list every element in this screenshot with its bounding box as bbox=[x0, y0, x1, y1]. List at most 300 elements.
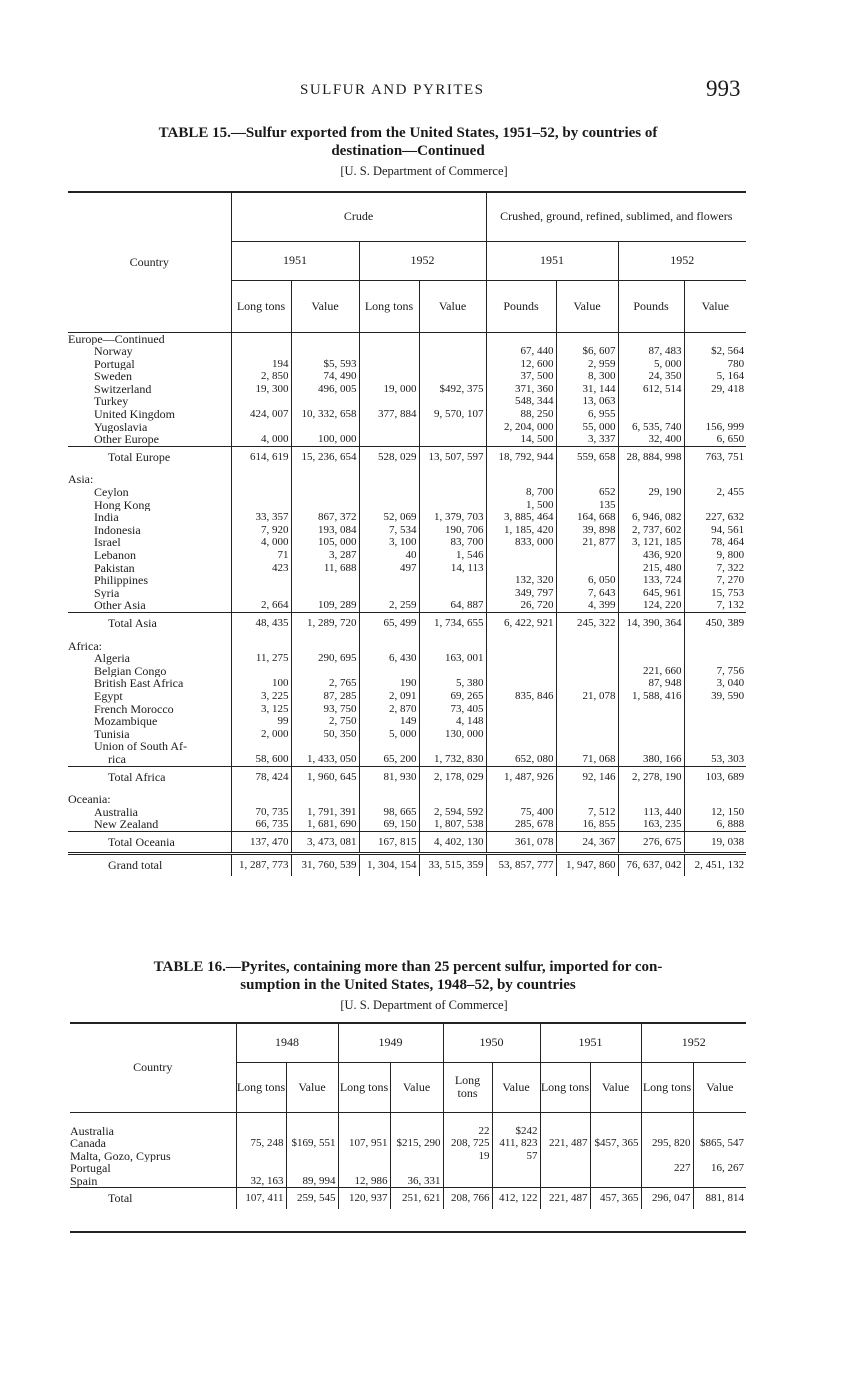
table16-hdr-long-tons: Long tons bbox=[641, 1062, 693, 1112]
table15-country-cell: Norway bbox=[94, 345, 133, 358]
table16-value-cell: 221, 487 bbox=[540, 1188, 590, 1209]
table15-value-cell bbox=[419, 793, 486, 806]
table15-value-cell: 3, 287 bbox=[291, 549, 359, 562]
table15-value-cell bbox=[618, 652, 684, 665]
table15-value-cell: 190, 706 bbox=[419, 524, 486, 537]
table15-value-cell: 19, 300 bbox=[231, 383, 291, 396]
table16-value-cell: $865, 547 bbox=[693, 1137, 746, 1150]
table15-value-cell: 2, 451, 132 bbox=[684, 854, 746, 876]
table15-value-cell: 2, 664 bbox=[231, 599, 291, 612]
table15-country-cell: Egypt bbox=[94, 689, 123, 703]
table15-value-cell bbox=[291, 574, 359, 587]
table15-value-cell: 9, 570, 107 bbox=[419, 408, 486, 421]
table15-value-cell: 3, 100 bbox=[359, 536, 419, 549]
table15-value-cell: 1, 681, 690 bbox=[291, 818, 359, 831]
table15-country-cell: Total Europe bbox=[68, 446, 231, 467]
table15-value-cell: 2, 278, 190 bbox=[618, 766, 684, 787]
table15-value-cell bbox=[291, 345, 359, 358]
table15-value-cell: 285, 678 bbox=[486, 818, 556, 831]
table15-value-cell bbox=[486, 793, 556, 806]
table15-value-cell bbox=[618, 715, 684, 728]
table15 bbox=[68, 193, 746, 876]
table15-value-cell: 6, 650 bbox=[684, 433, 746, 446]
table15-value-cell bbox=[359, 370, 419, 383]
table15-value-cell bbox=[684, 652, 746, 665]
table15-value-cell: 113, 440 bbox=[618, 806, 684, 819]
table15-country-cell: rica bbox=[108, 752, 126, 766]
table15-value-cell bbox=[556, 677, 618, 690]
table15-value-cell bbox=[618, 740, 684, 753]
table16-row bbox=[70, 1162, 746, 1175]
table15-value-cell: 2, 737, 602 bbox=[618, 524, 684, 537]
table16-value-cell bbox=[236, 1125, 286, 1138]
table16-value-cell: 75, 248 bbox=[236, 1137, 286, 1150]
table15-row bbox=[68, 421, 746, 434]
table15-country-cell: British East Africa bbox=[94, 677, 184, 690]
table15-value-cell: 53, 303 bbox=[684, 753, 746, 766]
table15-country-cell: Tunisia bbox=[94, 727, 130, 741]
table15-value-cell bbox=[231, 395, 291, 408]
table15-value-cell: 87, 948 bbox=[618, 677, 684, 690]
table15-value-cell: 130, 000 bbox=[419, 728, 486, 741]
table16-year: 1950 bbox=[443, 1024, 540, 1062]
table16-value-cell bbox=[693, 1150, 746, 1163]
table16-value-cell bbox=[641, 1150, 693, 1163]
table15-row bbox=[68, 703, 746, 716]
table15-row bbox=[68, 753, 746, 766]
table15-value-cell bbox=[291, 640, 359, 653]
table15-value-cell bbox=[231, 486, 291, 499]
table15-value-cell: 105, 000 bbox=[291, 536, 359, 549]
table15-value-cell: 163, 235 bbox=[618, 818, 684, 831]
table15-region-row bbox=[68, 332, 746, 345]
table15-value-cell bbox=[556, 332, 618, 345]
table15-region-row bbox=[68, 473, 746, 486]
table15-value-cell: 7, 132 bbox=[684, 599, 746, 612]
table15-crushed-1952: 1952 bbox=[618, 241, 746, 280]
table16-hdr-long-tons: Long tons bbox=[236, 1062, 286, 1112]
table15-value-cell bbox=[684, 473, 746, 486]
table16-value-cell: 251, 621 bbox=[390, 1188, 443, 1209]
table15-value-cell bbox=[486, 562, 556, 575]
table15-value-cell bbox=[419, 358, 486, 371]
table15-value-cell: 149 bbox=[359, 715, 419, 728]
table15-caption bbox=[68, 124, 748, 160]
table16-value-cell: $457, 365 bbox=[590, 1137, 641, 1150]
table15-country-cell: Oceania: bbox=[68, 793, 111, 806]
table15-value-cell: 29, 190 bbox=[618, 486, 684, 499]
table15-value-cell: 652 bbox=[556, 486, 618, 499]
table16-value-cell bbox=[236, 1150, 286, 1163]
table15-value-cell: 65, 499 bbox=[359, 612, 419, 633]
table16-value-cell bbox=[390, 1150, 443, 1163]
table15-value-cell: $6, 607 bbox=[556, 345, 618, 358]
table15-value-cell: 4, 399 bbox=[556, 599, 618, 612]
table15-value-cell: 12, 150 bbox=[684, 806, 746, 819]
table15-value-cell: 135 bbox=[556, 499, 618, 512]
table15-value-cell: 8, 300 bbox=[556, 370, 618, 383]
table15-value-cell bbox=[684, 332, 746, 345]
table15-value-cell bbox=[231, 421, 291, 434]
table15-value-cell bbox=[419, 486, 486, 499]
table15-value-cell: 19, 000 bbox=[359, 383, 419, 396]
table15-value-cell: 1, 185, 420 bbox=[486, 524, 556, 537]
table15-value-cell: 361, 078 bbox=[486, 831, 556, 854]
table15-region-row bbox=[68, 793, 746, 806]
table16-value-cell: 411, 823 bbox=[492, 1137, 540, 1150]
table15-value-cell bbox=[231, 499, 291, 512]
table16-value-cell bbox=[286, 1125, 338, 1138]
table15-value-cell: 124, 220 bbox=[618, 599, 684, 612]
table15-value-cell: 133, 724 bbox=[618, 574, 684, 587]
table16-value-cell: 881, 814 bbox=[693, 1188, 746, 1209]
table15-value-cell: 69, 265 bbox=[419, 690, 486, 703]
table15-value-cell: 78, 424 bbox=[231, 766, 291, 787]
table16-value-cell bbox=[641, 1175, 693, 1188]
table15-value-cell: 1, 588, 416 bbox=[618, 690, 684, 703]
table15-value-cell: 67, 440 bbox=[486, 345, 556, 358]
table16-value-cell bbox=[693, 1175, 746, 1188]
table16-value-cell bbox=[540, 1175, 590, 1188]
table16-hdr-value: Value bbox=[286, 1062, 338, 1112]
table15-value-cell bbox=[359, 574, 419, 587]
table15-value-cell: 88, 250 bbox=[486, 408, 556, 421]
table15-row bbox=[68, 536, 746, 549]
table15-country-cell: Australia bbox=[94, 805, 138, 819]
table15-country-cell: India bbox=[94, 511, 119, 524]
table15-row bbox=[68, 511, 746, 524]
table15-caption-line2: destination—Continued bbox=[331, 143, 485, 159]
table15-value-cell: 48, 435 bbox=[231, 612, 291, 633]
table15-row bbox=[68, 574, 746, 587]
table16-value-cell bbox=[590, 1150, 641, 1163]
table15-value-cell: 2, 091 bbox=[359, 690, 419, 703]
table15-value-cell bbox=[359, 433, 419, 446]
table16-value-cell: 412, 122 bbox=[492, 1188, 540, 1209]
table16-value-cell bbox=[492, 1175, 540, 1188]
table15-value-cell bbox=[231, 793, 291, 806]
table15-value-cell: 763, 751 bbox=[684, 446, 746, 467]
table15-row bbox=[68, 690, 746, 703]
table15-value-cell bbox=[618, 793, 684, 806]
table15-value-cell: 349, 797 bbox=[486, 587, 556, 600]
table15-value-cell bbox=[618, 728, 684, 741]
table15-row bbox=[68, 740, 746, 753]
table15-source: [U. S. Department of Commerce] bbox=[340, 164, 508, 178]
table16-country-cell: Total bbox=[70, 1188, 236, 1209]
table15-value-cell: 612, 514 bbox=[618, 383, 684, 396]
table15-value-cell bbox=[359, 332, 419, 345]
table15-value-cell bbox=[359, 421, 419, 434]
table16-hdr-value: Value bbox=[390, 1062, 443, 1112]
table16-country-cell: Canada bbox=[70, 1137, 106, 1150]
table15-value-cell: 614, 619 bbox=[231, 446, 291, 467]
table15-value-cell: 2, 765 bbox=[291, 677, 359, 690]
table15-value-cell: 66, 735 bbox=[231, 818, 291, 831]
table15-value-cell: 53, 857, 777 bbox=[486, 854, 556, 876]
table15-value-cell: 14, 113 bbox=[419, 562, 486, 575]
table15-value-cell: 39, 898 bbox=[556, 524, 618, 537]
table15-value-cell bbox=[618, 499, 684, 512]
table15-value-cell: 2, 259 bbox=[359, 599, 419, 612]
table15-value-cell bbox=[486, 332, 556, 345]
table15-value-cell: 8, 700 bbox=[486, 486, 556, 499]
table16-value-cell bbox=[590, 1125, 641, 1138]
table15-value-cell bbox=[359, 640, 419, 653]
table15-value-cell bbox=[556, 640, 618, 653]
table15-row bbox=[68, 486, 746, 499]
table15-value-cell: 7, 643 bbox=[556, 587, 618, 600]
table15-value-cell: 26, 720 bbox=[486, 599, 556, 612]
table15-row bbox=[68, 524, 746, 537]
table15-value-cell: 3, 885, 464 bbox=[486, 511, 556, 524]
table15-row bbox=[68, 395, 746, 408]
table16-year: 1949 bbox=[338, 1024, 443, 1062]
table15-value-cell: 21, 877 bbox=[556, 536, 618, 549]
table15-value-cell bbox=[291, 473, 359, 486]
table15-value-cell: 132, 320 bbox=[486, 574, 556, 587]
table16-value-cell: 208, 725 bbox=[443, 1137, 492, 1150]
table15-row bbox=[68, 587, 746, 600]
table15-row bbox=[68, 433, 746, 446]
table15-value-cell: 867, 372 bbox=[291, 511, 359, 524]
table15-value-cell: 16, 855 bbox=[556, 818, 618, 831]
table15-value-cell: 87, 483 bbox=[618, 345, 684, 358]
table15-value-cell: 167, 815 bbox=[359, 831, 419, 854]
table15-value-cell bbox=[556, 473, 618, 486]
table15-value-cell bbox=[291, 740, 359, 753]
table15-value-cell: 7, 534 bbox=[359, 524, 419, 537]
table16-value-cell bbox=[286, 1162, 338, 1175]
table15-value-cell bbox=[419, 640, 486, 653]
table15-value-cell bbox=[486, 473, 556, 486]
table15-value-cell bbox=[291, 665, 359, 678]
table16-value-cell: 22 bbox=[443, 1125, 492, 1138]
table15-value-cell: 1, 289, 720 bbox=[291, 612, 359, 633]
table16-value-cell: 221, 487 bbox=[540, 1137, 590, 1150]
table15-value-cell: 103, 689 bbox=[684, 766, 746, 787]
table15-country-cell: Turkey bbox=[94, 395, 129, 409]
table15-value-cell: 7, 920 bbox=[231, 524, 291, 537]
table15-value-cell bbox=[556, 665, 618, 678]
table15-value-cell: 3, 473, 081 bbox=[291, 831, 359, 854]
table15-value-cell: 276, 675 bbox=[618, 831, 684, 854]
table15-value-cell: 3, 040 bbox=[684, 677, 746, 690]
table16-value-cell bbox=[338, 1150, 390, 1163]
table15-value-cell bbox=[291, 793, 359, 806]
table15-value-cell: 1, 734, 655 bbox=[419, 612, 486, 633]
table15-value-cell bbox=[419, 499, 486, 512]
table16-value-cell: 120, 937 bbox=[338, 1188, 390, 1209]
table15-country-cell: Philippines bbox=[94, 574, 149, 587]
table16-spacer bbox=[70, 1112, 746, 1125]
table15-value-cell: 1, 500 bbox=[486, 499, 556, 512]
table15-value-cell: 76, 637, 042 bbox=[618, 854, 684, 876]
page-number: 993 bbox=[706, 76, 741, 101]
table15-country-cell: Yugoslavia bbox=[94, 420, 148, 434]
table15-value-cell: 93, 750 bbox=[291, 703, 359, 716]
table16-value-cell: 227 bbox=[641, 1162, 693, 1175]
table15-value-cell: 1, 947, 860 bbox=[556, 854, 618, 876]
table15-value-cell: 21, 078 bbox=[556, 690, 618, 703]
table15-value-cell bbox=[684, 703, 746, 716]
table15-country-cell: New Zealand bbox=[94, 818, 159, 832]
table15-value-cell: 7, 756 bbox=[684, 665, 746, 678]
table15-row bbox=[68, 345, 746, 358]
table15-value-cell: 69, 150 bbox=[359, 818, 419, 831]
table15-value-cell bbox=[684, 395, 746, 408]
table15-value-cell: 6, 050 bbox=[556, 574, 618, 587]
table16-value-cell bbox=[492, 1162, 540, 1175]
table15-value-cell bbox=[556, 562, 618, 575]
table15-value-cell bbox=[556, 740, 618, 753]
table15-value-cell: 5, 000 bbox=[618, 358, 684, 371]
table15-value-cell bbox=[419, 370, 486, 383]
table15-value-cell bbox=[618, 332, 684, 345]
table15-value-cell: 37, 500 bbox=[486, 370, 556, 383]
table15-value-cell: 92, 146 bbox=[556, 766, 618, 787]
table15-value-cell: $492, 375 bbox=[419, 383, 486, 396]
table15-value-cell bbox=[684, 793, 746, 806]
table15-value-cell bbox=[486, 715, 556, 728]
table16-value-cell: 32, 163 bbox=[236, 1175, 286, 1188]
table15-value-cell: 65, 200 bbox=[359, 753, 419, 766]
table15-hdr-long-tons: Long tons bbox=[359, 280, 419, 332]
table15-hdr-pounds: Pounds bbox=[486, 280, 556, 332]
table15-country-cell: Israel bbox=[94, 536, 121, 549]
table15-country-cell: Asia: bbox=[68, 473, 94, 487]
table15-hdr-value: Value bbox=[419, 280, 486, 332]
table15-col-crushed: Crushed, ground, refined, sublimed, and flowers bbox=[486, 193, 746, 241]
table15-value-cell: 3, 225 bbox=[231, 690, 291, 703]
table15-value-cell: 156, 999 bbox=[684, 421, 746, 434]
table15-country-cell: Union of South Af- bbox=[94, 740, 187, 753]
table15-value-cell: 193, 084 bbox=[291, 524, 359, 537]
table16-value-cell bbox=[693, 1125, 746, 1138]
table15-value-cell: 5, 000 bbox=[359, 728, 419, 741]
table15-value-cell bbox=[231, 665, 291, 678]
table15-value-cell bbox=[618, 640, 684, 653]
table15-value-cell bbox=[359, 473, 419, 486]
table15-value-cell bbox=[419, 395, 486, 408]
table15-crushed-1951: 1951 bbox=[486, 241, 618, 280]
table15-value-cell bbox=[684, 408, 746, 421]
table15-value-cell: $5, 593 bbox=[291, 358, 359, 371]
table16-year: 1948 bbox=[236, 1024, 338, 1062]
table15-value-cell: 58, 600 bbox=[231, 753, 291, 766]
table15-value-cell bbox=[231, 345, 291, 358]
table15-value-cell bbox=[231, 332, 291, 345]
table15-value-cell: 100 bbox=[231, 677, 291, 690]
table16-value-cell bbox=[443, 1162, 492, 1175]
table16-total-row bbox=[70, 1188, 746, 1209]
table16-caption-line1: TABLE 16.—Pyrites, containing more than 25 percent sulfur, imported for con- bbox=[153, 959, 663, 975]
table15-country-cell: Total Asia bbox=[68, 612, 231, 633]
table15-country-cell: Mozambique bbox=[94, 715, 158, 728]
table15-value-cell: 29, 418 bbox=[684, 383, 746, 396]
table15-value-cell: 6, 946, 082 bbox=[618, 511, 684, 524]
table15-value-cell: 4, 000 bbox=[231, 536, 291, 549]
table15-row bbox=[68, 818, 746, 831]
table15-row bbox=[68, 383, 746, 396]
table16-value-cell: 259, 545 bbox=[286, 1188, 338, 1209]
table15-value-cell bbox=[419, 587, 486, 600]
table15-value-cell: 19, 038 bbox=[684, 831, 746, 854]
table16-caption bbox=[68, 958, 748, 994]
table15-value-cell: 6, 422, 921 bbox=[486, 612, 556, 633]
table15-value-cell: 1, 433, 050 bbox=[291, 753, 359, 766]
table15-row bbox=[68, 665, 746, 678]
table15-value-cell bbox=[486, 640, 556, 653]
table16 bbox=[70, 1024, 746, 1209]
table16-row bbox=[70, 1150, 746, 1163]
table15-value-cell: 780 bbox=[684, 358, 746, 371]
table15-row bbox=[68, 715, 746, 728]
table16-hdr-long-tons: Long tons bbox=[443, 1062, 492, 1112]
table15-total-row bbox=[68, 446, 746, 467]
table16-value-cell bbox=[540, 1125, 590, 1138]
table16-value-cell: $242 bbox=[492, 1125, 540, 1138]
table15-value-cell: 227, 632 bbox=[684, 511, 746, 524]
table15-value-cell: 33, 357 bbox=[231, 511, 291, 524]
table15-value-cell bbox=[359, 793, 419, 806]
table15-row bbox=[68, 806, 746, 819]
table15-total-row bbox=[68, 831, 746, 854]
table15-value-cell bbox=[486, 703, 556, 716]
table15-country-cell: Africa: bbox=[68, 639, 102, 653]
table15-value-cell bbox=[231, 740, 291, 753]
table15-total-row bbox=[68, 854, 746, 876]
table15-country-cell: Indonesia bbox=[94, 523, 141, 537]
table15-value-cell: 18, 792, 944 bbox=[486, 446, 556, 467]
table16-value-cell: 208, 766 bbox=[443, 1188, 492, 1209]
table15-row bbox=[68, 677, 746, 690]
table16-hdr-value: Value bbox=[492, 1062, 540, 1112]
table15-value-cell: 81, 930 bbox=[359, 766, 419, 787]
table15-value-cell bbox=[231, 587, 291, 600]
table15-value-cell bbox=[684, 740, 746, 753]
table15-value-cell: 645, 961 bbox=[618, 587, 684, 600]
table15-value-cell: 5, 164 bbox=[684, 370, 746, 383]
table16-value-cell bbox=[590, 1175, 641, 1188]
table15-value-cell: 3, 121, 185 bbox=[618, 536, 684, 549]
table15-value-cell: 32, 400 bbox=[618, 433, 684, 446]
table15-country-cell: Other Europe bbox=[94, 433, 159, 447]
table15-value-cell bbox=[359, 395, 419, 408]
table16-row bbox=[70, 1137, 746, 1150]
table15-value-cell bbox=[419, 433, 486, 446]
table15-value-cell: 31, 144 bbox=[556, 383, 618, 396]
table16-hdr-long-tons: Long tons bbox=[540, 1062, 590, 1112]
table15-value-cell bbox=[486, 652, 556, 665]
table15-value-cell bbox=[359, 665, 419, 678]
running-title: SULFUR AND PYRITES bbox=[300, 82, 485, 98]
table15-value-cell: 7, 270 bbox=[684, 574, 746, 587]
table15-row bbox=[68, 599, 746, 612]
table15-value-cell: 7, 512 bbox=[556, 806, 618, 819]
table15-value-cell: 137, 470 bbox=[231, 831, 291, 854]
table15-value-cell: 15, 753 bbox=[684, 587, 746, 600]
table15-value-cell: 11, 688 bbox=[291, 562, 359, 575]
table15-country-cell: Lebanon bbox=[94, 549, 136, 562]
table15-value-cell: 548, 344 bbox=[486, 395, 556, 408]
table15-hdr-value: Value bbox=[556, 280, 618, 332]
table15-value-cell: 2, 850 bbox=[231, 370, 291, 383]
table15-value-cell bbox=[419, 665, 486, 678]
table15-country-cell: Pakistan bbox=[94, 561, 135, 575]
table15-value-cell bbox=[291, 499, 359, 512]
table15-value-cell: 100, 000 bbox=[291, 433, 359, 446]
